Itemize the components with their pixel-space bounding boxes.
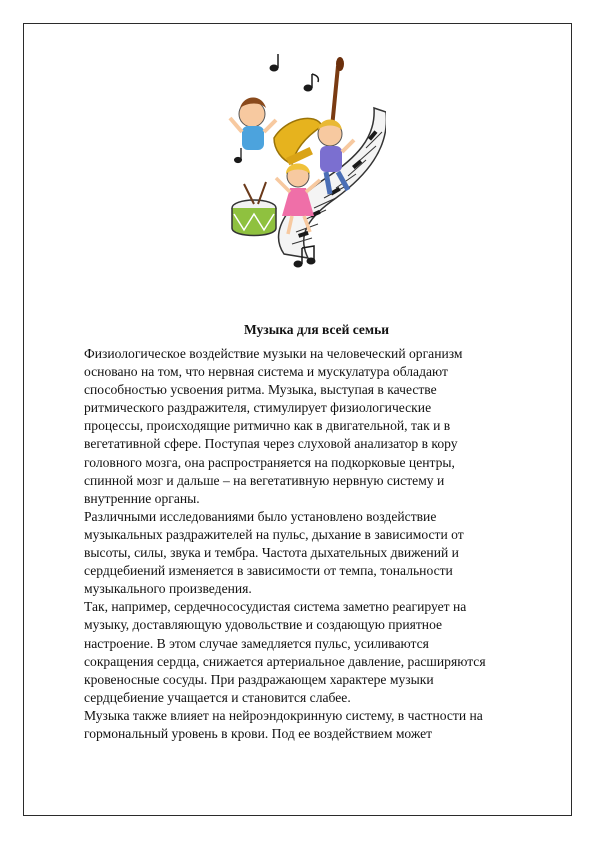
- text-line: музыкальных раздражителей на пульс, дыхание в зависимости от: [84, 526, 464, 542]
- text-line: кровеносные сосуды. При раздражающем характере музыки: [84, 671, 434, 687]
- text-line: сердцебиение учащается и становится слабее.: [84, 689, 351, 705]
- text-line: спинной мозг и дальше – на вегетативную нервную систему и: [84, 472, 445, 488]
- text-line: ритмического раздражителя, стимулирует физиологические: [84, 400, 432, 416]
- text-line: основано на том, что нервная система и мускулатура обладают: [84, 364, 448, 380]
- text-line: высоты, силы, звука и тембра. Частота дыхательных движений и: [84, 545, 459, 561]
- text-line: Музыка также влияет на нейроэндокринную систему, в частности на: [84, 707, 483, 723]
- document-title: Музыка для всей семьи: [243, 322, 390, 337]
- text-line: способностью усвоения ритма. Музыка, выступая в качестве: [84, 382, 437, 398]
- text-line: гормональный уровень в крови. Под ее воздействием может: [84, 725, 433, 741]
- text-line: Физиологическое воздействие музыки на человеческий организм: [84, 346, 463, 361]
- children-music-piano-icon: [226, 48, 386, 284]
- text-line: настроение. В этом случае замедляется пульс, усиливаются: [84, 635, 429, 651]
- text-line: музыкального произведения.: [84, 581, 252, 597]
- text-line: музыку, доставляющую удовольствие и создающую приятное: [84, 617, 443, 633]
- document-body: [84, 345, 554, 743]
- text-line: Различными исследованиями было установлено воздействие: [84, 508, 437, 524]
- text-line: процессы, происходящие ритмично как в двигательной, так и в: [84, 418, 451, 434]
- text-line: вегетативной сфере. Поступая через слуховой анализатор в кору: [84, 436, 458, 452]
- text-line: сокращения сердца, снижается артериальное давление, расширяются: [84, 653, 486, 669]
- text-line: головного мозга, она распространяется на подкорковые центры,: [84, 454, 455, 470]
- text-line: сердцебиений изменяется в зависимости от темпа, тональности: [84, 563, 453, 579]
- text-line: Так, например, сердечнососудистая система заметно реагирует на: [84, 599, 467, 615]
- text-line: внутренние органы.: [84, 490, 200, 506]
